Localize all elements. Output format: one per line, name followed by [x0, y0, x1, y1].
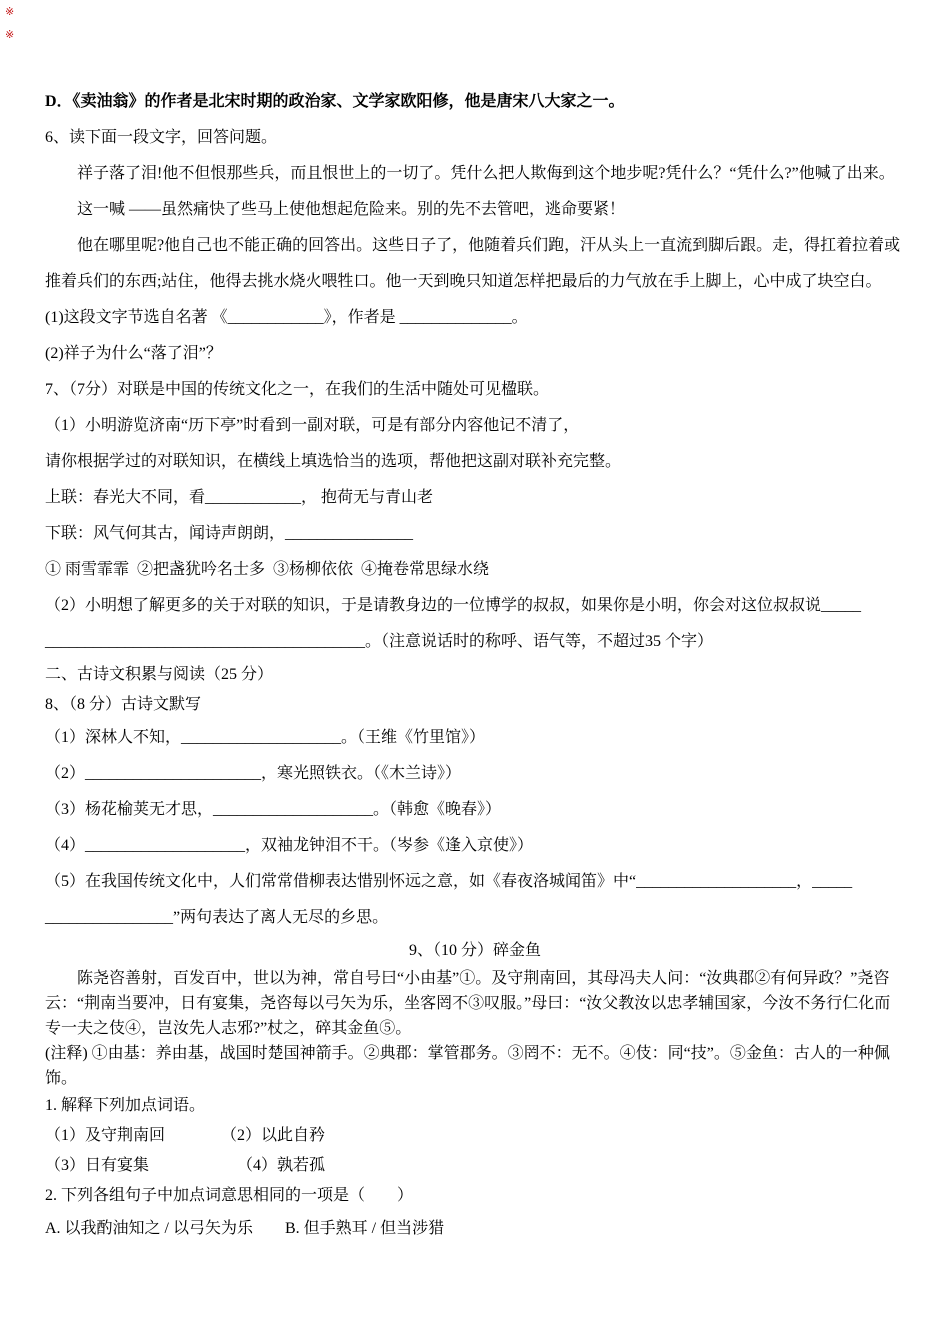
- document-body: [45, 84, 905, 1247]
- red-stamp-icon: ※: [5, 28, 15, 41]
- corner-marks: [5, 6, 14, 40]
- paragraph-3: 祥子落了泪!他不但恨那些兵，而且恨世上的一切了。凭什么把人欺侮到这个地步呢?凭什么？“凭什么?”他喊了出来。: [77, 165, 895, 182]
- paragraph-17: 8、（8 分）古诗文默写: [45, 696, 202, 713]
- paragraph-22: （5）在我国传统文化中，人们常常借柳表达惜别怀远之意，如《春夜洛城闻笛》中“____________________，_____: [45, 873, 853, 890]
- paragraph-16: 二、古诗文积累与阅读（25 分）: [45, 666, 274, 683]
- paragraph-26: (注释) ①由基：养由基，战国时楚国神箭手。②典郡：掌管郡务。③罔不：无不。④伎：同“技”。⑤金鱼：古人的一种佩饰。: [45, 1045, 890, 1087]
- paragraph-2: 6、读下面一段文字，回答问题。: [45, 129, 278, 146]
- paragraph-1: D．《卖油翁》的作者是北宋时期的政治家、文学家欧阳修，他是唐宋八大家之一。: [45, 93, 625, 110]
- paragraph-18: （1）深林人不知，____________________。（王维《竹里馆》）: [45, 729, 486, 746]
- paragraph-28: （1）及守荆南回 （2）以此自矜: [45, 1127, 326, 1144]
- paragraph-10: 请你根据学过的对联知识，在横线上填选恰当的选项，帮他把这副对联补充完整。: [45, 453, 622, 470]
- paragraph-25: 陈尧咨善射，百发百中，世以为神，常自号曰“小由基”①。及守荆南回，其母冯夫人问：“汝典郡②有何异政？”尧咨云：“荆南当要冲，日有宴集，尧咨每以弓矢为乐，坐客罔不③叹服。”母曰：“汝父教汝以忠孝辅国家，今汝不务行仁化而专一夫之伎④，岂汝先人志邪?”杖之，碎其金鱼⑤。: [45, 970, 891, 1037]
- paragraph-27: 1. 解释下列加点词语。: [45, 1097, 206, 1114]
- paragraph-14: （2）小明想了解更多的关于对联的知识，于是请教身边的一位博学的叔叔，如果你是小明，你会对这位叔叔说_____: [45, 597, 862, 614]
- paragraph-30: 2. 下列各组句子中加点词意思相同的一项是（ ）: [45, 1187, 414, 1204]
- paragraph-12: 下联：风气何其古，闻诗声朗朗，________________: [45, 525, 414, 542]
- paragraph-15: ________________________________________。（注意说话时的称呼、语气等，不超过35 个字）: [45, 633, 714, 650]
- paragraph-7: (2)祥子为什么“落了泪”？: [45, 345, 222, 362]
- paragraph-8: 7、（7分）对联是中国的传统文化之一，在我们的生活中随处可见楹联。: [45, 381, 550, 398]
- paragraph-5: 他在哪里呢?他自己也不能正确的回答出。这些日子了，他随着兵们跑，汗从头上一直流到脚后跟。走，得扛着拉着或推着兵们的东西;站住，他得去挑水烧火喂牲口。他一天到晚只知道怎样把最后的力气放在手上脚上，心中成了块空白。: [45, 237, 901, 290]
- paragraph-23: ________________”两句表达了离人无尽的乡思。: [45, 909, 389, 926]
- paragraph-31: A. 以我酌油知之 / 以弓矢为乐 B. 但手熟耳 / 但当涉猎: [45, 1220, 445, 1237]
- paragraph-19: （2）______________________，寒光照铁衣。（《木兰诗》）: [45, 765, 462, 782]
- paragraph-4: 这一喊 ——虽然痛快了些马上使他想起危险来。别的先不去管吧，逃命要紧！: [77, 201, 626, 218]
- paragraph-24: 9、（10 分）碎金鱼: [408, 942, 541, 959]
- paragraph-11: 上联：春光大不同，看____________， 抱荷无与青山老: [45, 489, 434, 506]
- paragraph-29: （3）日有宴集 （4）孰若孤: [45, 1157, 326, 1174]
- paragraph-13: ① 雨雪霏霏 ②把盏犹吟名士多 ③杨柳依依 ④掩卷常思绿水绕: [45, 561, 490, 578]
- red-stamp-icon: ※: [5, 5, 15, 18]
- paragraph-6: (1)这段文字节选自名著 《____________》，作者是 ______________。: [45, 309, 528, 326]
- paragraph-9: （1）小明游览济南“历下亭”时看到一副对联，可是有部分内容他记不清了，: [45, 417, 580, 434]
- paragraph-21: （4）____________________，双袖龙钟泪不干。（岑参《逢入京使》）: [45, 837, 534, 854]
- paragraph-20: （3）杨花榆荚无才思，____________________。（韩愈《晚春》）: [45, 801, 502, 818]
